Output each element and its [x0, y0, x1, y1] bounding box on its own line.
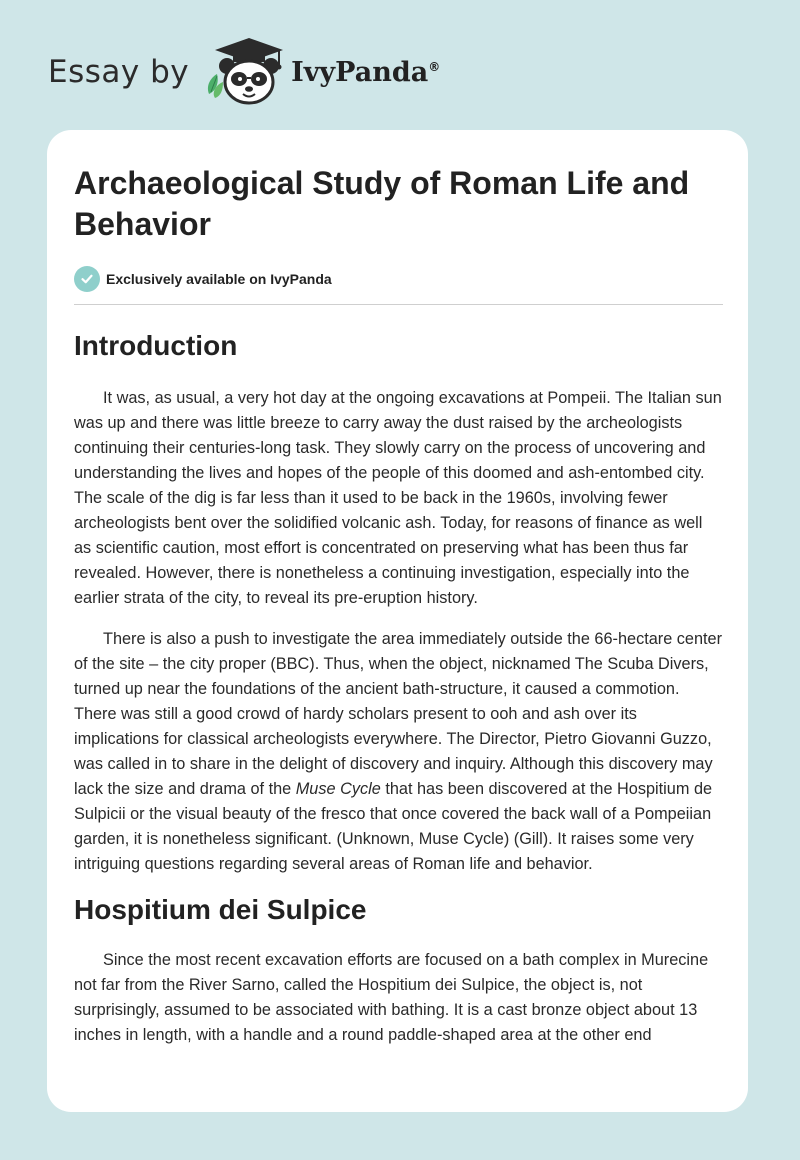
essay-content	[74, 130, 723, 1048]
section-heading-introduction: Introduction	[74, 330, 238, 361]
check-circle-icon	[74, 266, 100, 292]
paragraph-text: that has been discovered at the Hospitium de Sulpicii or the visual beauty of the fresco that once covered the back wall of a Pompeiian garden, it is nonetheless significant. (Unknown, Muse Cycle) (Gill). It raises some very intriguing questions regarding several areas of Roman life and behavior.	[74, 780, 713, 873]
site-header	[48, 36, 440, 108]
registered-mark: ®	[428, 59, 441, 74]
exclusive-badge-label: Exclusively available on IvyPanda	[106, 271, 332, 287]
brand-name-text: IvyPanda	[291, 56, 429, 88]
muse-cycle-emphasis: Muse Cycle	[295, 780, 381, 798]
title-divider	[74, 304, 723, 305]
essay-card	[47, 130, 748, 1112]
paragraph: Since the most recent excavation efforts are focused on a bath complex in Murecine not far from the River Sarno, called the Hospitium dei Sulpice, the object is, not surprisingly, assumed to be associated with bathing. It is a cast bronze object about 13 inches in length, with a handle and a round paddle-shaped area at the other end	[74, 951, 709, 1044]
essay-by-label: Essay by	[48, 54, 190, 90]
paragraph-text: There is also a push to investigate the area immediately outside the 66-hectare center of the site – the city proper (BBC). Thus, when the object, nicknamed The Scuba Divers, turned up near the foundations of the ancient bath-structure, it caused a commotion. There was still a good crowd of hardy scholars present to ooh and ash over its implications for classical archeologists everywhere. The Director, Pietro Giovanni Guzzo, was called in to share in the delight of discovery and inquiry. Although this discovery may lack the size and drama of the	[74, 630, 723, 798]
section-hospitium	[74, 893, 723, 1048]
ivypanda-panda-logo-icon	[203, 36, 287, 108]
exclusive-badge	[74, 266, 723, 292]
section-introduction	[74, 329, 723, 877]
section-heading-hospitium: Hospitium dei Sulpice	[74, 894, 367, 925]
paragraph	[74, 627, 723, 877]
ivypanda-wordmark[interactable]	[291, 57, 440, 88]
essay-title: Archaeological Study of Roman Life and Behavior	[74, 165, 690, 242]
paragraph: It was, as usual, a very hot day at the ongoing excavations at Pompeii. The Italian sun was up and there was little breeze to carry away the dust raised by the archeologists continuing their centuries-long task. They slowly carry on the process of uncovering and understanding the lives and hopes of the people of this doomed and ash-entombed city. The scale of the dig is far less than it used to be back in the 1960s, involving fewer archeologists bent over the solidified volcanic ash. Today, for reasons of finance as well as scientific caution, most effort is concentrated on preserving what has been thus far revealed. However, there is nonetheless a continuing investigation, especially into the earlier strata of the city, to reveal its pre-eruption history.	[74, 389, 722, 607]
